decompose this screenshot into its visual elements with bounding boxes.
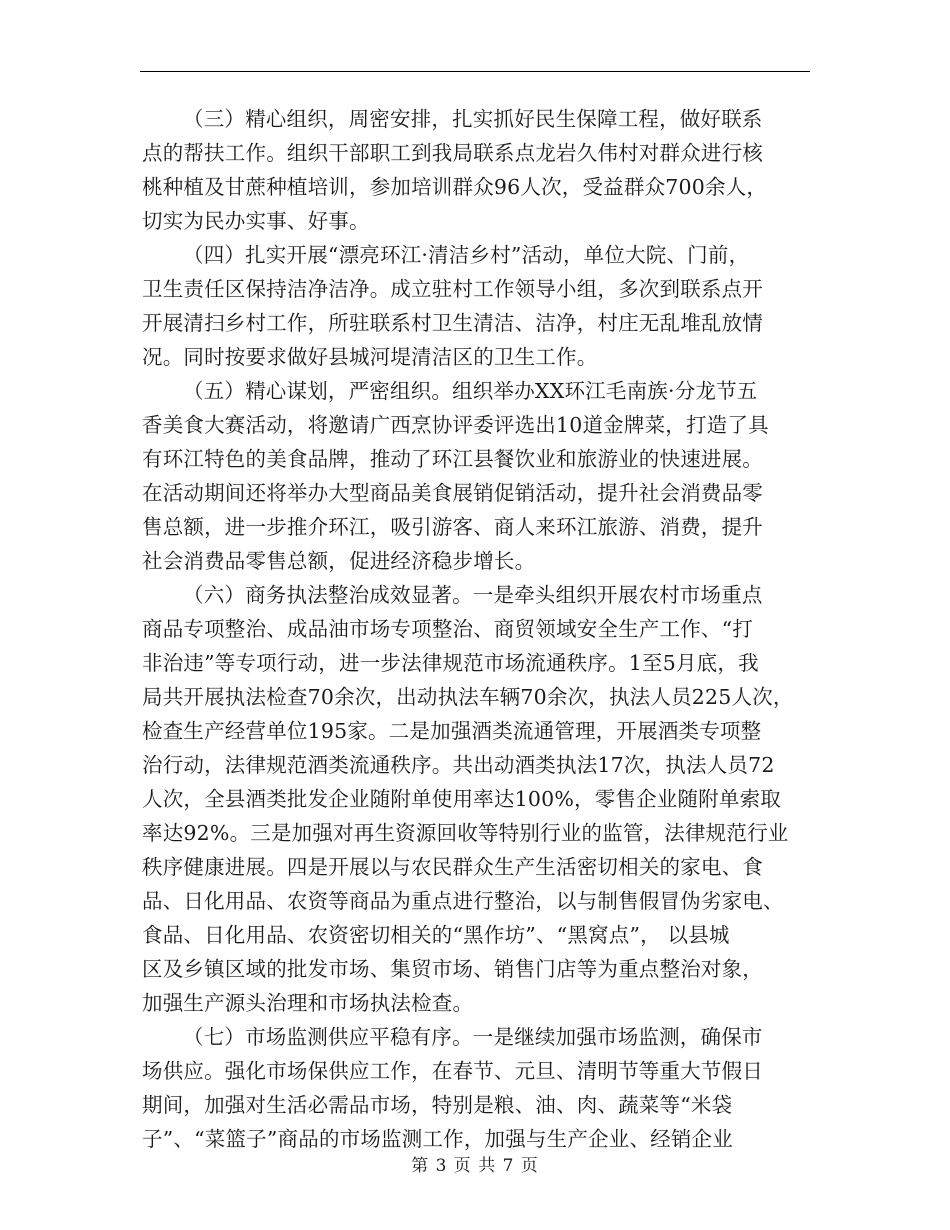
text-line: 非治违”等专项行动，进一步法律规范市场流通秩序。1至5月底，我 — [142, 651, 759, 675]
text-line: 区及乡镇区域的批发市场、集贸市场、销售门店等为重点整治对象， — [142, 957, 763, 981]
paragraph-first-line: （五）精心谋划，严密组织。组织举办XX环江毛南族·分龙节五 — [183, 379, 758, 403]
text-line: 检查生产经营单位195家。二是加强酒类流通管理，开展酒类专项整 — [142, 719, 762, 743]
text-line: 治行动，法律规范酒类流通秩序。共出动酒类执法17次，执法人员72 — [142, 753, 775, 777]
paragraph-first-line: （七）市场监测供应平稳有序。一是继续加强市场监测，确保市 — [183, 1025, 763, 1049]
page-number-footer: 第 3 页 共 7 页 — [411, 1156, 539, 1176]
text-line: 社会消费品零售总额，促进经济稳步增长。 — [142, 549, 536, 573]
text-line: 率达92%。三是加强对再生资源回收等特别行业的监管，法律规范行业 — [142, 821, 789, 845]
document-body — [142, 102, 824, 1156]
text-line: 有环江特色的美食品牌，推动了环江县餐饮业和旅游业的快速进展。 — [142, 447, 763, 471]
text-line: 卫生责任区保持洁净洁净。成立驻村工作领导小组，多次到联系点开 — [142, 277, 763, 301]
text-line: 香美食大赛活动，将邀请广西烹协评委评选出10道金牌菜，打造了具 — [142, 413, 769, 437]
text-line: 况。同时按要求做好县城河堤清洁区的卫生工作。 — [142, 345, 598, 369]
header-rule — [140, 71, 810, 72]
text-line: 商品专项整治、成品油市场专项整治、商贸领域安全生产工作、“打 — [142, 617, 753, 641]
paragraph-first-line: （三）精心组织，周密安排，扎实抓好民生保障工程，做好联系 — [183, 107, 763, 131]
paragraph-first-line: （六）商务执法整治成效显著。一是牵头组织开展农村市场重点 — [183, 583, 763, 607]
text-line: 子”、“菜篮子”商品的市场监测工作，加强与生产企业、经销企业 — [142, 1127, 733, 1151]
text-line: 期间，加强对生活必需品市场，特别是粮、油、肉、蔬菜等“米袋 — [142, 1093, 733, 1117]
text-line: 切实为民办实事、好事。 — [142, 209, 370, 233]
text-line: 在活动期间还将举办大型商品美食展销促销活动，提升社会消费品零 — [142, 481, 763, 505]
text-line: 点的帮扶工作。组织干部职工到我局联系点龙岩久伟村对群众进行核 — [142, 141, 763, 165]
text-line: 场供应。强化市场保供应工作，在春节、元旦、清明节等重大节假日 — [142, 1059, 763, 1083]
text-line: 桃种植及甘蔗种植培训，参加培训群众96人次，受益群众700余人， — [142, 175, 768, 199]
text-line: 售总额，进一步推介环江，吸引游客、商人来环江旅游、消费，提升 — [142, 515, 763, 539]
text-line: 人次，全县酒类批发企业随附单使用率达100%，零售企业随附单索取 — [142, 787, 782, 811]
text-line: 秩序健康进展。四是开展以与农民群众生产生活密切相关的家电、食 — [142, 855, 763, 879]
text-line: 加强生产源头治理和市场执法检查。 — [142, 991, 474, 1015]
text-line: 食品、日化用品、农资密切相关的“黑作坊”、“黑窝点”， 以县城 — [142, 923, 730, 947]
text-line: 开展清扫乡村工作，所驻联系村卫生清洁、洁净，村庄无乱堆乱放情 — [142, 311, 763, 335]
text-line: 局共开展执法检查70余次，出动执法车辆70余次，执法人员225人次， — [142, 685, 794, 709]
text-line: 品、日化用品、农资等商品为重点进行整治，以与制售假冒伪劣家电、 — [142, 889, 784, 913]
paragraph-first-line: （四）扎实开展“漂亮环江·清洁乡村”活动，单位大院、门前， — [183, 243, 750, 267]
